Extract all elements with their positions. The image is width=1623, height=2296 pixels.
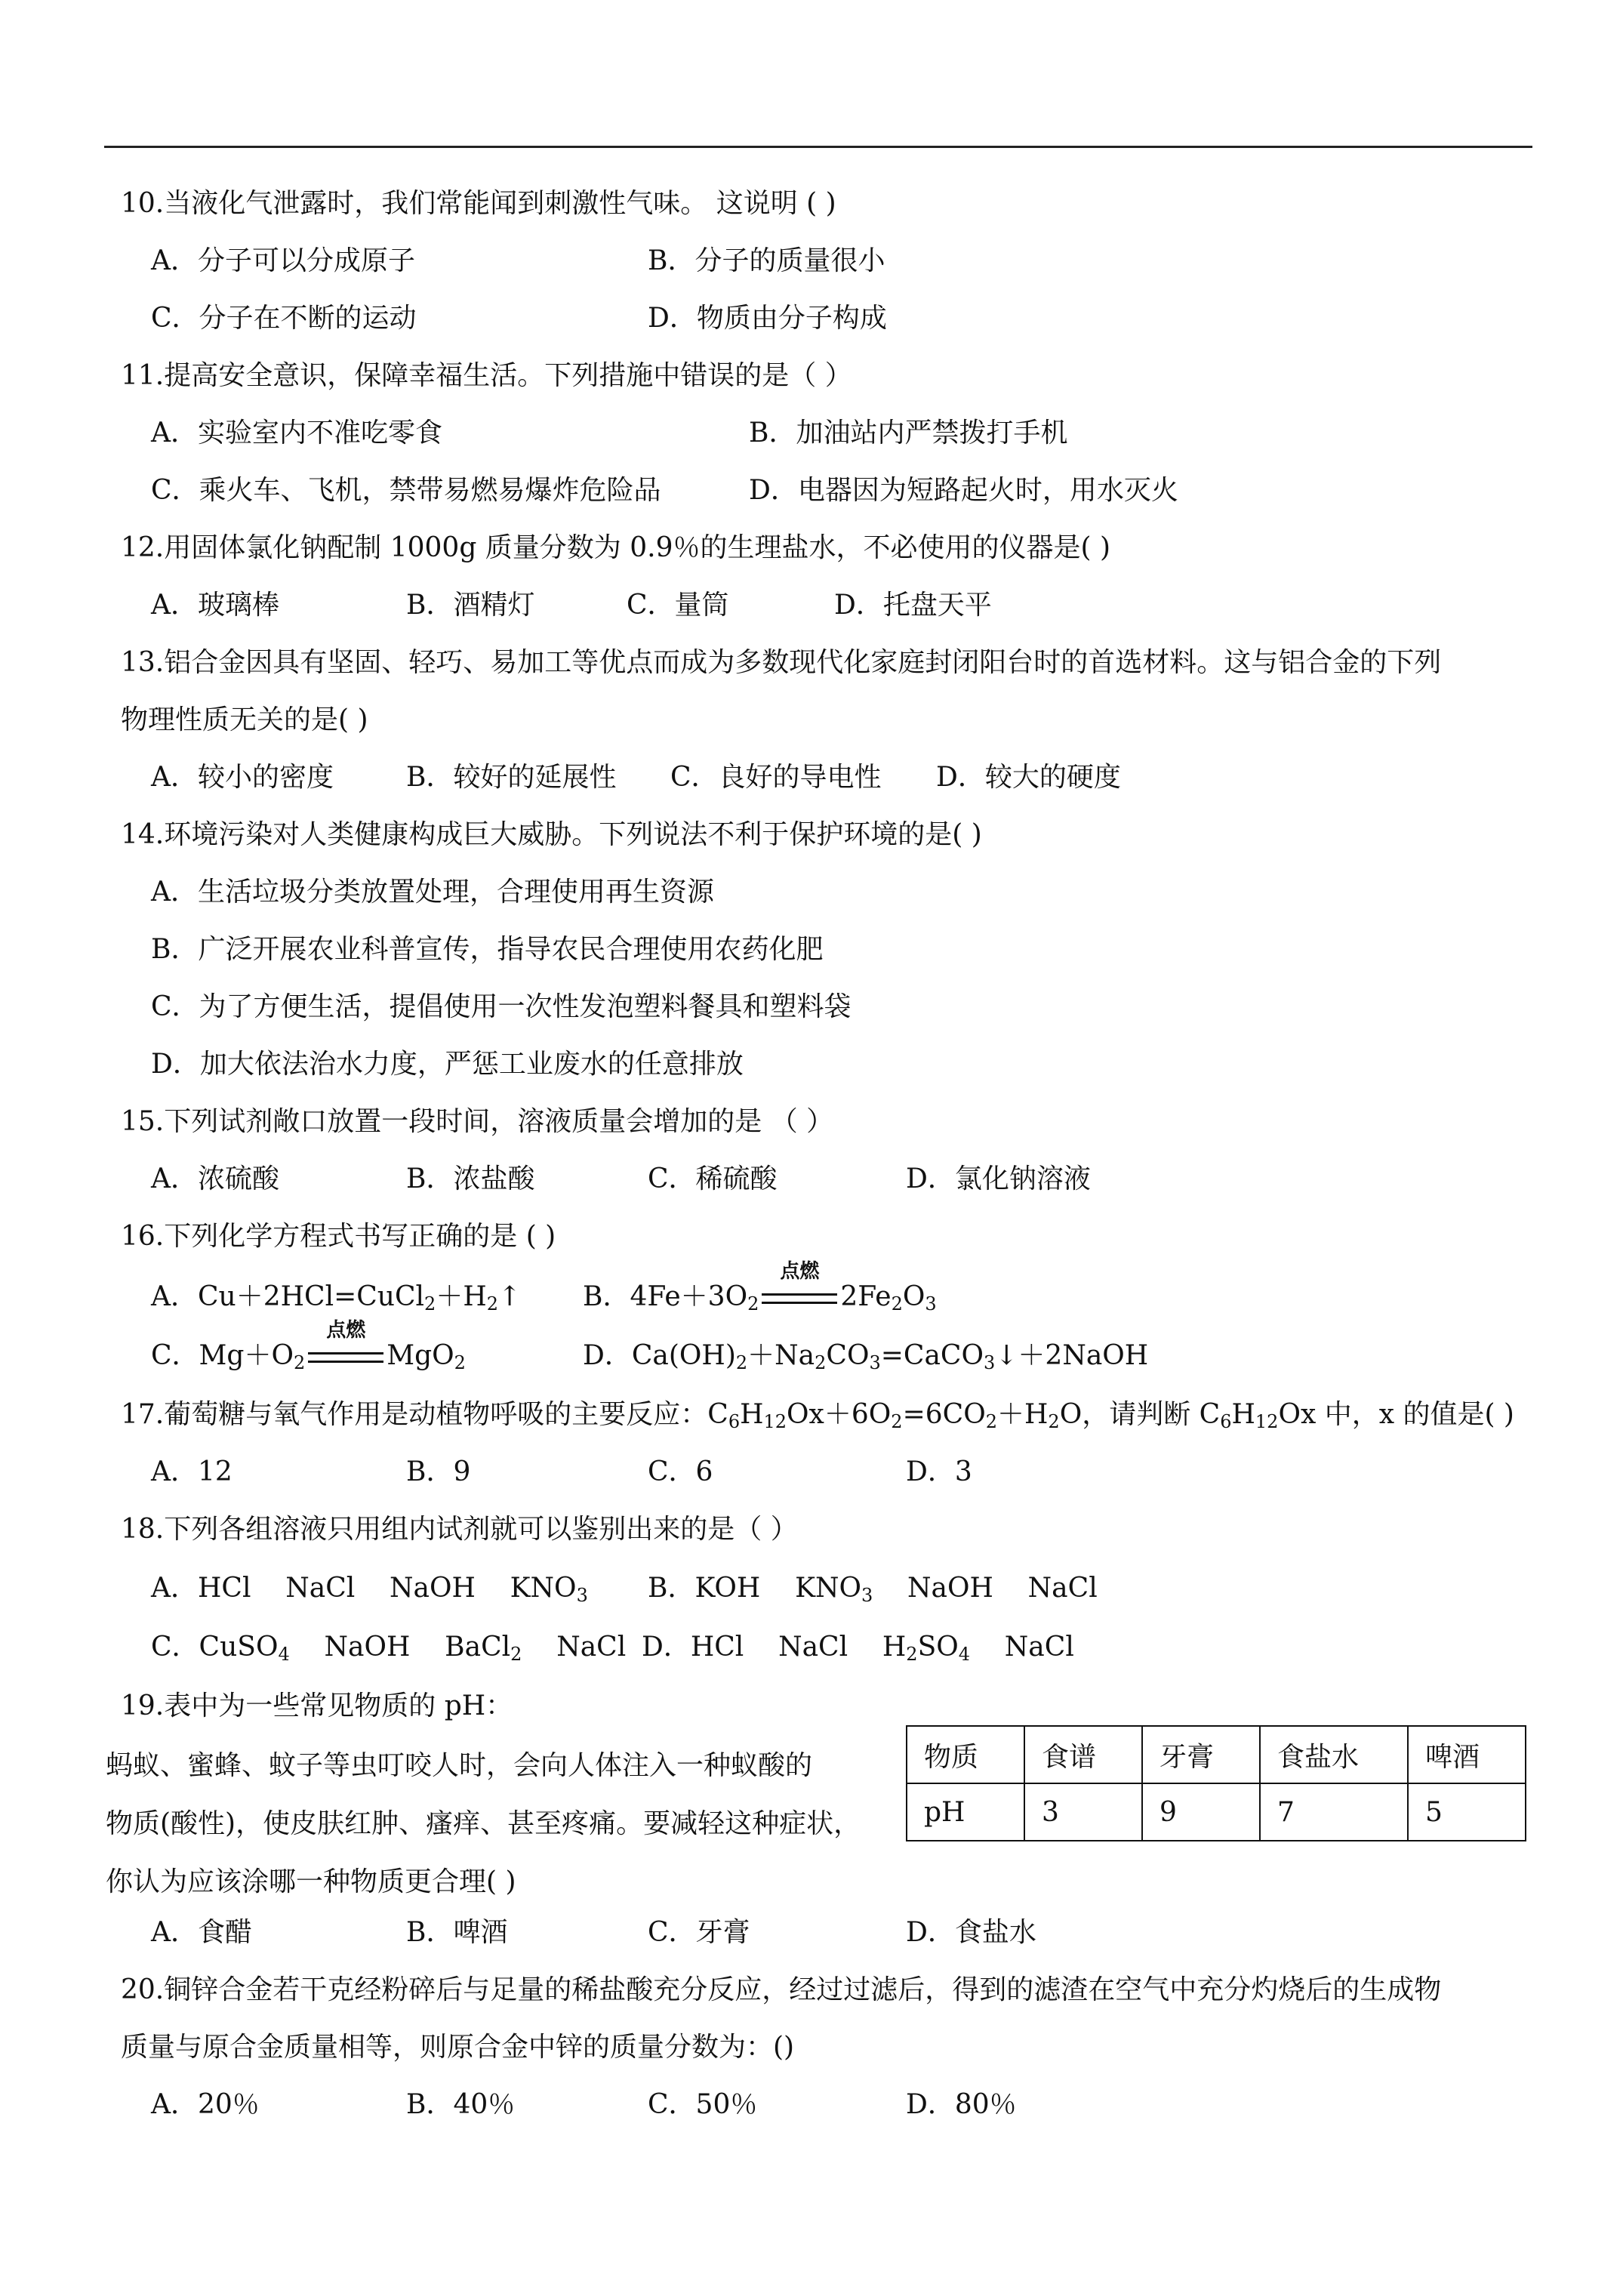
q10-option-d[interactable]: D．物质由分子构成 <box>648 303 887 334</box>
ph-table-header-cell: 食谱 <box>1024 1726 1142 1783</box>
q14-option-c[interactable]: C．为了方便生活，提倡使用一次性发泡塑料餐具和塑料袋 <box>151 991 852 1022</box>
q16-b-product: 2Fe <box>840 1281 892 1312</box>
q11-stem: 11.提高安全意识，保障幸福生活。下列措施中错误的是（ ） <box>121 360 852 391</box>
q16-c-product: MgO <box>387 1340 454 1371</box>
q13-option-c[interactable]: C．良好的导电性 <box>670 762 882 793</box>
ph-table-cell: 3 <box>1024 1783 1142 1841</box>
q17-stem-d: ＋H <box>997 1399 1049 1430</box>
q18-d-text3: NaCl <box>970 1632 1074 1663</box>
q17-option-b[interactable]: B．9 <box>406 1456 471 1487</box>
q16-b-sub2: 2 <box>891 1293 903 1314</box>
q19-passage-line3: 你认为应该涂哪一种物质更合理( ) <box>106 1866 516 1897</box>
q16-c-condition <box>305 1319 387 1373</box>
q12-option-d[interactable]: D．托盘天平 <box>834 590 992 621</box>
q16-d-sub3: 3 <box>869 1352 881 1373</box>
q19-stem: 19.表中为一些常见物质的 pH： <box>121 1690 513 1721</box>
q18-a-text: A．HCl NaCl NaOH KNO <box>151 1573 577 1604</box>
ph-table-value-row <box>907 1783 1526 1841</box>
q20-option-b[interactable]: B．40％ <box>406 2089 516 2120</box>
q12-option-a[interactable]: A．玻璃棒 <box>151 590 279 621</box>
q17-h2: H <box>1231 1399 1255 1430</box>
q10-option-c[interactable]: C．分子在不断的运动 <box>151 303 417 334</box>
q15-stem: 15.下列试剂敞口放置一段时间，溶液质量会增加的是 （ ） <box>121 1106 834 1137</box>
q17-sub-2c: 2 <box>1048 1411 1060 1432</box>
q16-option-a[interactable] <box>151 1281 521 1314</box>
q16-a-sub2: 2 <box>486 1293 499 1314</box>
q19-option-a[interactable]: A．食醋 <box>151 1917 252 1948</box>
ph-table-header-cell: 啤酒 <box>1408 1726 1526 1783</box>
q18-d-sub4: 4 <box>958 1644 971 1665</box>
q16-a-arrow: ↑ <box>498 1281 522 1312</box>
q13-option-b[interactable]: B．较好的延展性 <box>406 762 617 793</box>
q18-c-text3: NaCl <box>522 1632 627 1663</box>
q12-option-c[interactable]: C．量筒 <box>627 590 729 621</box>
q16-b-o: O <box>902 1281 925 1312</box>
q18-option-c[interactable] <box>151 1631 626 1664</box>
q17-sub-2b: 2 <box>985 1411 997 1432</box>
q16-a-sub1: 2 <box>424 1293 436 1314</box>
q17-stem-b: Ox＋6O <box>787 1399 892 1430</box>
ph-table-cell: 5 <box>1408 1783 1526 1841</box>
q13-stem-line2: 物理性质无关的是( ) <box>121 704 368 735</box>
q17-h: H <box>740 1399 764 1430</box>
q20-option-a[interactable]: A．20％ <box>151 2089 260 2120</box>
q18-b-text2: NaOH NaCl <box>873 1573 1098 1604</box>
q17-stem-f: Ox 中，x 的值是( ) <box>1278 1399 1514 1430</box>
ph-table-cell: 7 <box>1260 1783 1408 1841</box>
q13-option-a[interactable]: A．较小的密度 <box>151 762 334 793</box>
q17-sub-12: 12 <box>763 1411 787 1432</box>
q18-c-text2: NaOH BaCl <box>289 1632 511 1663</box>
q16-b-sub3: 3 <box>925 1293 937 1314</box>
q16-stem: 16.下列化学方程式书写正确的是 ( ) <box>121 1221 556 1252</box>
q11-option-c[interactable]: C．乘火车、飞机，禁带易燃易爆炸危险品 <box>151 475 661 506</box>
q16-b-double-line <box>762 1293 837 1304</box>
q16-d-sub1: 2 <box>735 1352 748 1373</box>
q20-stem-line2: 质量与原合金质量相等，则原合金中锌的质量分数为：() <box>121 2032 795 2063</box>
q16-d-sub4: 3 <box>983 1352 996 1373</box>
q19-option-b[interactable]: B．啤酒 <box>406 1917 508 1948</box>
q16-b-text: B．4Fe＋3O <box>583 1281 748 1312</box>
q16-d-text5: ↓＋2NaOH <box>995 1340 1149 1371</box>
q20-option-c[interactable]: C．50％ <box>648 2089 758 2120</box>
q16-a-text2: ＋H <box>436 1281 487 1312</box>
q18-d-text: D．HCl NaCl H <box>642 1632 907 1663</box>
q16-b-sub1: 2 <box>747 1293 759 1314</box>
q18-c-sub2: 2 <box>510 1644 522 1665</box>
q16-d-text3: CO <box>826 1340 870 1371</box>
q16-c-text: C．Mg＋O <box>151 1340 294 1371</box>
q15-option-b[interactable]: B．浓盐酸 <box>406 1163 535 1194</box>
q16-a-text: A．Cu＋2HCl=CuCl <box>151 1281 425 1312</box>
ph-table-cell: 9 <box>1142 1783 1260 1841</box>
q16-d-sub2: 2 <box>815 1352 827 1373</box>
ph-table-header-cell: 牙膏 <box>1142 1726 1260 1783</box>
q17-stem <box>121 1398 1514 1432</box>
q16-option-c[interactable] <box>151 1319 466 1373</box>
q11-option-b[interactable]: B．加油站内严禁拨打手机 <box>749 418 1068 448</box>
q17-stem-e: O，请判断 C <box>1059 1399 1221 1430</box>
q17-stem-c: =6CO <box>902 1399 986 1430</box>
q18-stem: 18.下列各组溶液只用组内试剂就可以鉴别出来的是（ ） <box>121 1514 798 1545</box>
q16-b-condition <box>759 1260 840 1314</box>
q14-option-a[interactable]: A．生活垃圾分类放置处理，合理使用再生资源 <box>151 877 714 908</box>
q15-option-c[interactable]: C．稀硫酸 <box>648 1163 778 1194</box>
ph-table-header-cell: 食盐水 <box>1260 1726 1408 1783</box>
q11-option-d[interactable]: D．电器因为短路起火时，用水灭火 <box>749 475 1178 506</box>
q14-stem: 14.环境污染对人类健康构成巨大威胁。下列说法不利于保护环境的是( ) <box>121 819 982 850</box>
q18-b-sub3: 3 <box>861 1585 873 1606</box>
ph-table <box>906 1725 1526 1841</box>
q17-option-c[interactable]: C．6 <box>648 1456 713 1487</box>
q19-passage-line1: 蚂蚁、蜜蜂、蚊子等虫叮咬人时，会向人体注入一种蚁酸的 <box>106 1750 813 1781</box>
q17-sub-12b: 12 <box>1255 1411 1279 1432</box>
q16-d-text4: =CaCO <box>880 1340 984 1371</box>
q19-option-d[interactable]: D．食盐水 <box>906 1917 1036 1948</box>
q16-c-double-line <box>308 1352 383 1363</box>
q18-c-text: C．CuSO <box>151 1632 279 1663</box>
q18-a-sub3: 3 <box>576 1585 588 1606</box>
q18-b-text: B．KOH KNO <box>648 1573 861 1604</box>
q15-option-d[interactable]: D．氯化钠溶液 <box>906 1163 1091 1194</box>
q19-passage-line2: 物质(酸性)，使皮肤红肿、瘙痒、甚至疼痛。要减轻这种症状， <box>106 1808 861 1839</box>
q16-b-condition-label: 点燃 <box>780 1260 820 1283</box>
q18-c-sub4: 4 <box>278 1644 290 1665</box>
q18-option-b[interactable] <box>648 1572 1098 1605</box>
q17-sub-6: 6 <box>728 1411 741 1432</box>
q20-stem-line1: 20.铜锌合金若干克经粉碎后与足量的稀盐酸充分反应，经过过滤后，得到的滤渣在空气中充分灼烧后的生成物 <box>121 1974 1442 2005</box>
q17-sub-2a: 2 <box>891 1411 903 1432</box>
q10-option-a[interactable]: A．分子可以分成原子 <box>151 245 415 276</box>
q18-option-a[interactable] <box>151 1572 588 1605</box>
q11-option-a[interactable]: A．实验室内不准吃零食 <box>151 418 442 448</box>
ph-table-header-cell: 物质 <box>907 1726 1024 1783</box>
q17-option-d[interactable]: D．3 <box>906 1456 972 1487</box>
q13-option-d[interactable]: D．较大的硬度 <box>936 762 1121 793</box>
q14-option-d[interactable]: D．加大依法治水力度，严惩工业废水的任意排放 <box>151 1049 744 1080</box>
q13-stem-line1: 13.铝合金因具有坚固、轻巧、易加工等优点而成为多数现代化家庭封闭阳台时的首选材料。这与铝合金的下列 <box>121 647 1442 678</box>
q10-option-b[interactable]: B．分子的质量很小 <box>648 245 885 276</box>
q16-d-text: D．Ca(OH) <box>583 1340 736 1371</box>
q16-d-text2: ＋Na <box>747 1340 815 1371</box>
q19-passage <box>106 1737 891 1911</box>
q17-stem-a: 17.葡萄糖与氧气作用是动植物呼吸的主要反应：C <box>121 1399 728 1430</box>
q12-option-b[interactable]: B．酒精灯 <box>406 590 535 621</box>
q12-stem: 12.用固体氯化钠配制 1000g 质量分数为 0.9％的生理盐水，不必使用的仪器是( ) <box>121 532 1111 563</box>
ph-table-cell: pH <box>907 1783 1024 1841</box>
q16-option-b[interactable] <box>583 1260 937 1314</box>
q17-sub-6b: 6 <box>1220 1411 1232 1432</box>
q19-option-c[interactable]: C．牙膏 <box>648 1917 750 1948</box>
ph-table-header-row <box>907 1726 1526 1783</box>
q16-c-sub1: 2 <box>293 1352 306 1373</box>
q16-c-condition-label: 点燃 <box>326 1319 366 1342</box>
q14-option-b[interactable]: B．广泛开展农业科普宣传，指导农民合理使用农药化肥 <box>151 934 824 965</box>
q10-stem: 10.当液化气泄露时，我们常能闻到刺激性气味。 这说明 ( ) <box>121 188 836 219</box>
q17-option-a[interactable]: A．12 <box>151 1456 233 1487</box>
q18-d-sub2: 2 <box>906 1644 918 1665</box>
header-rule <box>104 146 1532 148</box>
q16-c-sub2: 2 <box>454 1352 466 1373</box>
q18-d-text2: SO <box>917 1632 959 1663</box>
q15-option-a[interactable]: A．浓硫酸 <box>151 1163 279 1194</box>
q16-option-d[interactable] <box>583 1339 1148 1373</box>
q20-option-d[interactable]: D．80％ <box>906 2089 1017 2120</box>
q18-option-d[interactable] <box>642 1631 1074 1664</box>
